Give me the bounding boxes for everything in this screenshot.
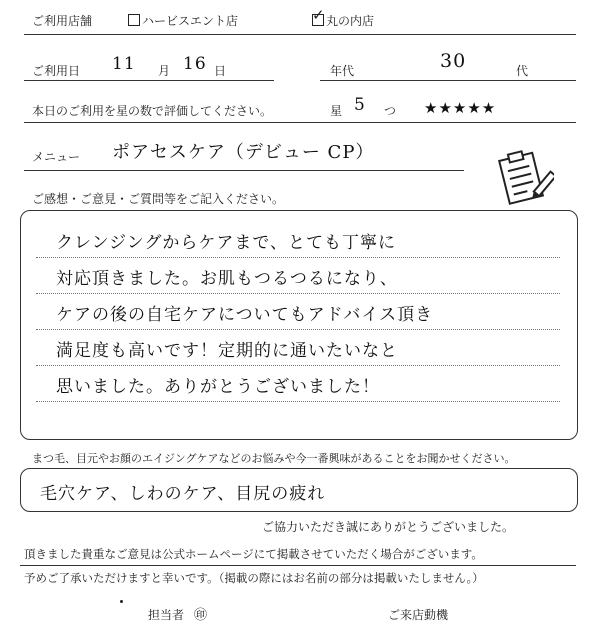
- concerns-value: 毛穴ケア、しわのケア、目尻の疲れ: [40, 484, 326, 504]
- comment-line-1: クレンジングからケアまで、とても丁寧に: [56, 233, 397, 253]
- rating-value: 5: [354, 95, 366, 115]
- rating-star-label: 星: [330, 104, 343, 118]
- store-option-marunouchi-label: 丸の内店: [326, 14, 375, 28]
- menu-underline: [24, 170, 464, 171]
- divider: [24, 122, 576, 123]
- date-month-unit: 月: [158, 64, 171, 78]
- thanks-text: ご協力いただき誠にありがとうございました。: [262, 520, 515, 534]
- dotted-rule: [36, 365, 560, 366]
- date-month-value: 11: [112, 54, 136, 74]
- menu-label: メニュー: [32, 150, 81, 164]
- checkbox-marunouchi[interactable]: [312, 6, 325, 26]
- age-unit: 代: [516, 64, 529, 78]
- comment-line-2: 対応頂きました。お肌もつるつるになり、: [56, 269, 398, 289]
- rating-stars-icon: ★★★★★: [424, 99, 497, 117]
- comments-prompt: ご感想・ご意見・ご質問等をご記入ください。: [32, 192, 285, 206]
- store-option-marunouchi[interactable]: [312, 6, 375, 29]
- staff-label: 担当者: [148, 608, 185, 622]
- rating-prompt: 本日のご利用を星の数で評価してください。: [32, 104, 273, 118]
- check-mark-icon: ✓: [312, 6, 325, 24]
- comment-line-4: 満足度も高いです！定期的に通いたいなと: [56, 341, 398, 361]
- dotted-rule: [36, 257, 560, 258]
- store-label: ご利用店舗: [32, 14, 93, 28]
- dotted-rule: [36, 293, 560, 294]
- checkbox-harbis[interactable]: [128, 14, 140, 26]
- notice-line-1: 頂きました貴重なご意見は公式ホームページにて掲載させていただく場合がございます。: [24, 547, 483, 561]
- clipboard-pencil-icon: [498, 148, 554, 208]
- staff-seal-icon: ㊞: [194, 608, 208, 623]
- date-day-unit: 日: [214, 64, 227, 78]
- dotted-rule: [36, 401, 560, 402]
- divider: [20, 565, 576, 566]
- rating-unit: つ: [384, 104, 397, 118]
- age-underline: [320, 80, 576, 81]
- date-day-value: 16: [183, 54, 207, 74]
- age-value: 30: [440, 50, 467, 72]
- store-option-harbis-label: ハービスエント店: [142, 14, 239, 28]
- dot-mark: [120, 600, 123, 603]
- divider: [24, 34, 576, 35]
- comment-line-3: ケアの後の自宅ケアについてもアドバイス頂き: [56, 305, 434, 325]
- menu-value: ポアセスケア（デビュー CP）: [112, 142, 375, 163]
- date-underline: [24, 80, 274, 81]
- notice-line-2: 予めご了承いただけますと幸いです。（掲載の際にはお名前の部分は掲載いたしません。）: [24, 571, 484, 585]
- dotted-rule: [36, 329, 560, 330]
- comment-line-5: 思いました。ありがとうございました！: [56, 377, 380, 397]
- store-option-harbis[interactable]: [128, 12, 238, 29]
- age-label: 年代: [330, 64, 355, 78]
- concerns-prompt: まつ毛、目元やお顔のエイジングケアなどのお悩みや今一番興味があることをお聞かせください。: [32, 452, 516, 465]
- date-label: ご利用日: [32, 64, 81, 78]
- visit-motive-label: ご来店動機: [388, 608, 449, 622]
